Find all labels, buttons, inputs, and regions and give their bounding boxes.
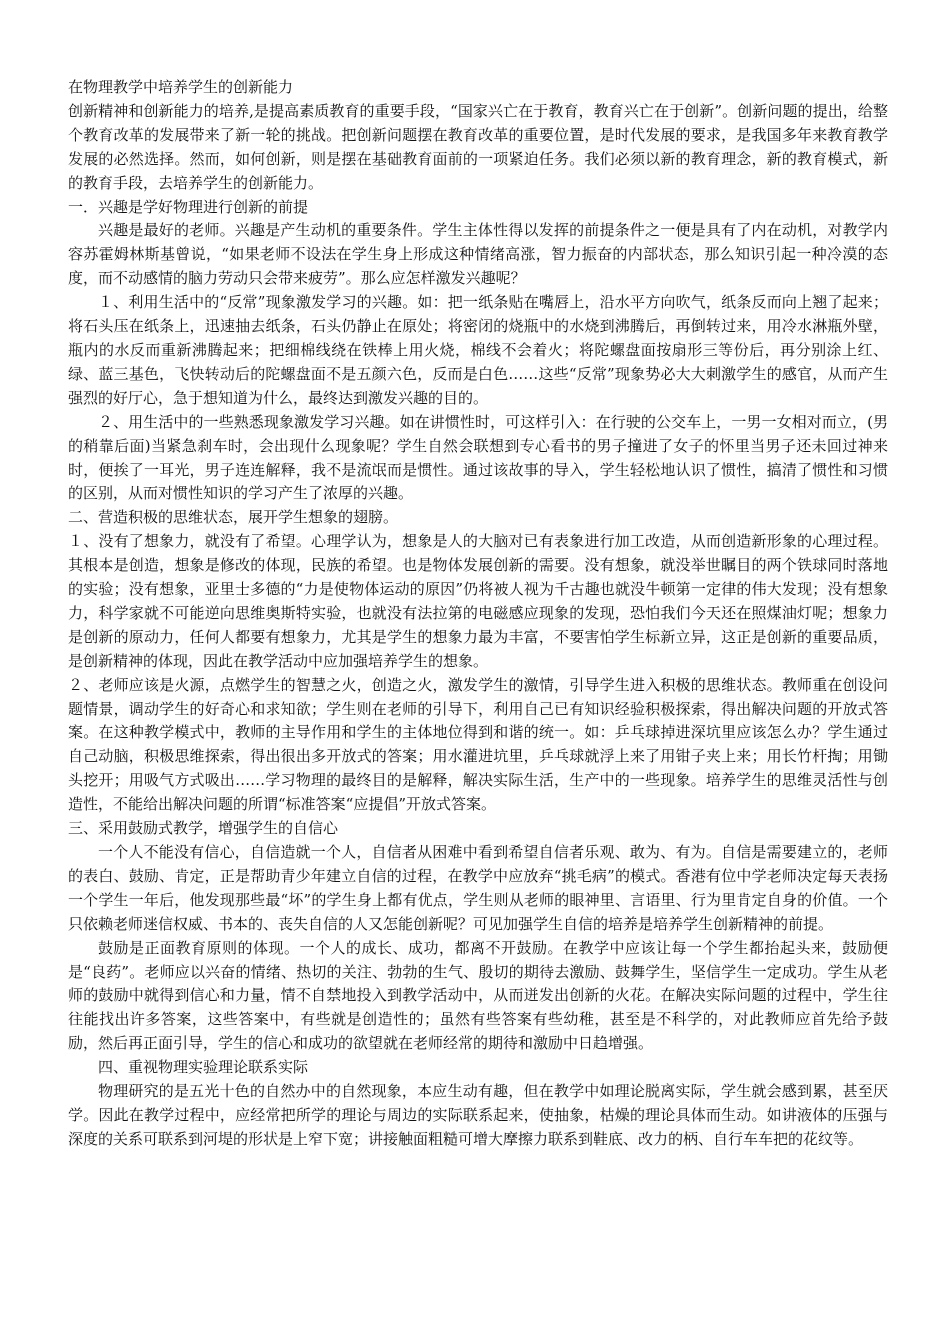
section-2-paragraph-2: ２、老师应该是火源，点燃学生的智慧之火，创造之火，激发学生的激情，引导学生进入积极的思维状态。教师重在创设问题情景，调动学生的好奇心和求知欲；学生则在老师的引导下，利用自己已有知识经验积极探索，得出解决问题的开放式答案。在这种教学模式中，教师的主导作用和学生的主体地位得到和谐的统一。如：乒乓球掉进深坑里应该怎么办？学生通过自己动脑，积极思维探索，得出很出多开放式的答案；用水灌进坑里，乒乓球就浮上来了用钳子夹上来；用长竹杆掏；用锄头挖开；用吸气方式吸出……学习物理的最终目的是解释，解决实际生活，生产中的一些现象。培养学生的思维灵活性与创造性，不能给出解决问题的所谓“标准答案“应提倡”开放式答案。: [68, 675, 888, 814]
section-3-paragraph-2: 鼓励是正面教育原则的体现。一个人的成长、成功，都离不开鼓励。在教学中应该让每一个学生都抬起头来，鼓励便是“良药”。老师应以兴奋的情绪、热切的关注、勃勃的生气、殷切的期待去激励、鼓舞学生，坚信学生一定成功。学生从老师的鼓励中就得到信心和力量，情不自禁地投入到教学活动中，从而迸发出创新的火花。在解决实际问题的过程中，学生往往能找出许多答案，这些答案中，有些就是创造性的；虽然有些答案有些幼稚，甚至是不科学的，对此教师应首先给予鼓励，然后再正面引导，学生的信心和成功的欲望就在老师经常的期待和激励中日趋增强。: [68, 938, 888, 1053]
intro-paragraph: 创新精神和创新能力的培养,是提高素质教育的重要手段，“国家兴亡在于教育，教育兴亡在于创新”。创新问题的提出，给整个教育改革的发展带来了新一轮的挑战。把创新问题摆在教育改革的重要位置，是时代发展的要求，是我国多年来教育教学发展的必然选择。然而，如何创新，则是摆在基础教育面前的一项紧迫任务。我们必须以新的教育理念，新的教育模式，新的教育手段，去培养学生的创新能力。: [68, 101, 888, 192]
section-1-heading: 一．兴趣是学好物理进行创新的前提: [68, 197, 309, 216]
section-2-paragraph-1: １、没有了想象力，就没有了希望。心理学认为，想象是人的大脑对已有表象进行加工改造，从而创造新形象的心理过程。其根本是创造，想象是修改的体现，民族的希望。也是物体发展创新的需要。没有想象，就没举世瞩目的两个铁球同时落地的实验；没有想象，亚里士多德的“力是使物体运动的原因”仍将被人视为千古趣也就没牛顿第一定律的伟大发现；没有想象力，科学家就不可能逆向思维奥斯特实验，也就没有法拉第的电磁感应现象的发现，恐怕我们今天还在照煤油灯呢；想象力是创新的原动力，任何人都要有想象力，尤其是学生的想象力最为丰富，不要害怕学生标新立异，这正是创新的重要品质，是创新精神的体现，因此在教学活动中应加强培养学生的想象。: [68, 532, 888, 670]
section-4-heading: 四、重视物理实验理论联系实际: [98, 1058, 309, 1077]
section-2-heading: 二、营造积极的思维状态，展开学生想象的翅膀。: [68, 508, 399, 527]
section-3-paragraph-1: 一个人不能没有信心，自信造就一个人，自信者从困难中看到希望自信者乐观、敢为、有为。自信是需要建立的，老师的表白、鼓励、肯定，正是帮助青少年建立自信的过程，在教学中应放弃“挑毛病”的模式。香港有位中学老师决定每天表扬一个学生一年后，他发现那些最“坏”的学生身上都有优点，学生则从老师的眼神里、言语里、行为里肯定自身的价值。一个只依赖老师迷信权威、书本的、丧失自信的人又怎能创新呢？可见加强学生自信的培养是培养学生创新精神的前提。: [68, 843, 888, 933]
section-4-paragraph-1: 物理研究的是五光十色的自然办中的自然现象，本应生动有趣，但在教学中如理论脱离实际，学生就会感到累，甚至厌学。因此在教学过程中，应经常把所学的理论与周边的实际联系起来，使抽象，枯燥的理论具体而生动。如讲液体的压强与深度的关系可联系到河堤的形状是上窄下宽；讲接触面粗糙可增大摩擦力联系到鞋底、改力的柄、自行车车把的花纹等。: [68, 1082, 888, 1148]
section-1-paragraph-2: １、利用生活中的“反常”现象激发学习的兴趣。如：把一纸条贴在嘴唇上，沿水平方向吹气，纸条反而向上翘了起来；将石头压在纸条上，迅速抽去纸条，石头仍静止在原处；将密闭的烧瓶中的水烧到沸腾后，再倒转过来，用冷水淋瓶外壁，瓶内的水反而重新沸腾起来；把细棉线绕在铁棒上用火烧，棉线不会着火；将陀螺盘面按扇形三等份后，再分别涂上红、绿、蓝三基色，飞快转动后的陀螺盘面不是五颜六色，反而是白色……这些“反常”现象势必大大刺激学生的感官，从而产生强烈的好厅心，急于想知道为什么，最终达到激发兴趣的目的。: [68, 293, 888, 407]
section-3-heading: 三、采用鼓励式教学，增强学生的自信心: [68, 819, 339, 838]
document-page: [68, 76, 888, 1152]
section-1-paragraph-3: ２、用生活中的一些熟悉现象激发学习兴趣。如在讲惯性时，可这样引入：在行驶的公交车上，一男一女相对而立，(男的稍靠后面)当紧急刹车时，会出现什么现象呢？学生自然会联想到专心看书的男子撞进了女子的怀里当男子还未回过神来时，便挨了一耳光，男子连连解释，我不是流氓而是惯性。通过该故事的导入，学生轻松地认识了惯性，搞清了惯性和习惯的区别，从而对惯性知识的学习产生了浓厚的兴趣。: [68, 412, 888, 503]
section-1-paragraph-1: 兴趣是最好的老师。兴趣是产生动机的重要条件。学生主体性得以发挥的前提条件之一便是具有了内在动机，对教学内容苏霍姆林斯基曾说，“如果老师不设法在学生身上形成这种情绪高涨，智力振奋的内部状态，那么知识引起一种冷漠的态度，而不动感情的脑力劳动只会带来疲劳”。那么应怎样激发兴趣呢？: [68, 221, 888, 288]
document-title: 在物理教学中培养学生的创新能力: [68, 78, 294, 96]
